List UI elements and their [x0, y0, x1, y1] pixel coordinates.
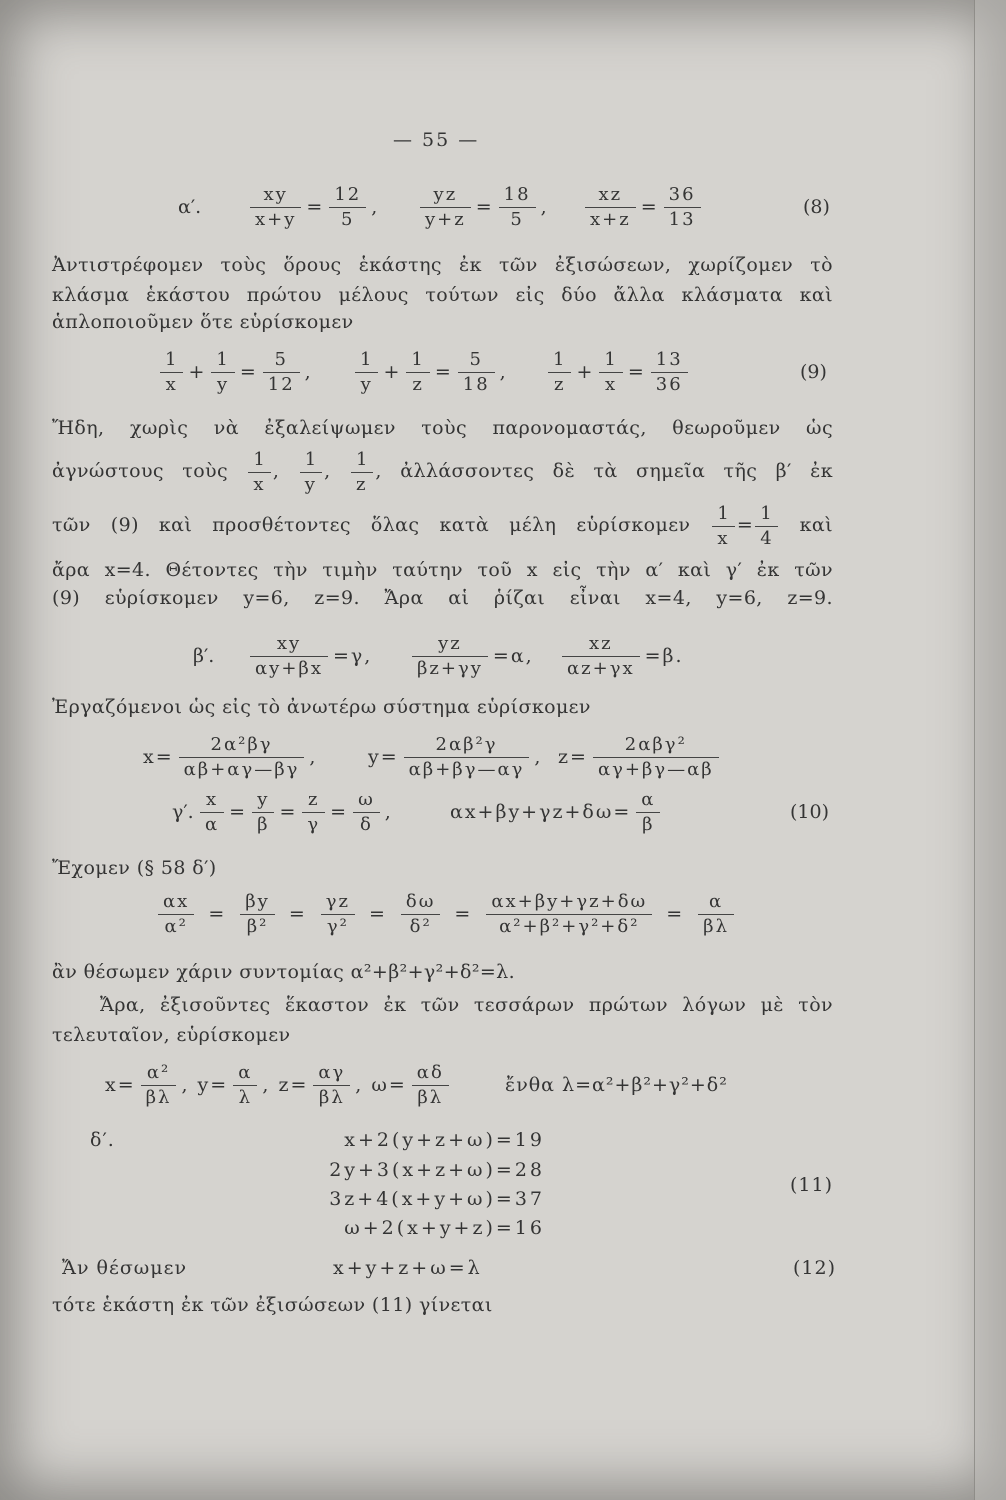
page-number: — 55 — [393, 129, 480, 151]
math-text: , ἀλλάσσοντες δὲ τὰ σημεῖα τῆς β′ ἐκ [375, 460, 833, 482]
fraction-numerator: 1 [406, 349, 429, 373]
fraction-numerator: 5 [263, 349, 300, 373]
fraction [248, 449, 270, 496]
equation-number: (11) [790, 1174, 834, 1196]
fraction-denominator: x [605, 373, 618, 395]
math-operator: = [229, 801, 248, 823]
fraction-denominator: δ [360, 813, 373, 835]
fraction-denominator: 18 [462, 373, 490, 395]
equation-part [105, 1060, 449, 1110]
fraction-numerator: z [302, 789, 325, 813]
fraction-numerator: 36 [664, 184, 701, 208]
math-text: x= [105, 1074, 136, 1096]
fraction [141, 1062, 177, 1109]
fraction [585, 184, 636, 231]
fraction-denominator: αγ+βγ—αβ [597, 758, 714, 780]
fraction-denominator: 5 [510, 208, 524, 230]
fraction [412, 1062, 449, 1109]
system-line: 3z+4(x+y+ω)=37 [329, 1188, 545, 1210]
equation-number: (9) [800, 361, 827, 383]
equation-beta [0, 631, 1006, 681]
fraction [250, 184, 301, 231]
fraction [636, 789, 660, 836]
math-operator: + [188, 361, 207, 383]
system-line: 2y+3(x+z+ω)=28 [329, 1159, 545, 1181]
fraction-numerator: 1 [755, 503, 777, 527]
fraction-denominator: β² [246, 915, 269, 937]
fraction-denominator: α [205, 813, 220, 835]
equation-part [200, 787, 393, 837]
fraction-denominator: 4 [760, 527, 773, 549]
math-operator: + [576, 361, 595, 383]
fraction-numerator: xz [585, 184, 636, 208]
math-operator: , [304, 361, 313, 383]
math-operator: , [384, 801, 393, 823]
fraction-numerator: α [698, 891, 734, 915]
math-operator: , [534, 746, 543, 768]
equation-number: (8) [803, 196, 830, 218]
fraction [329, 184, 366, 231]
math-operator: = [368, 903, 387, 925]
fraction [300, 449, 322, 496]
equation-lead-text: Ἄν θέσωμεν [62, 1257, 188, 1279]
fraction-numerator: 2α²βγ [179, 734, 305, 758]
fraction [233, 1062, 257, 1109]
fraction [313, 1062, 350, 1109]
math-operator: = [434, 361, 453, 383]
fraction [664, 184, 701, 231]
fraction [548, 349, 571, 396]
paragraph-line: Ἄρα, ἐξισοῦντες ἕκαστον ἐκ τῶν τεσσάρων πρώτων λόγων μὲ τὸν [100, 994, 833, 1016]
math-text: , y= [181, 1074, 229, 1096]
fraction-denominator: γ [307, 813, 321, 835]
fraction [240, 891, 275, 938]
fraction [755, 503, 777, 550]
fraction-numerator: xy [250, 633, 328, 657]
fraction-numerator: 5 [458, 349, 495, 373]
equation-part [562, 631, 684, 681]
fraction-denominator: x [717, 527, 729, 549]
fraction-denominator: x+y [255, 208, 297, 230]
equation-part [412, 631, 534, 681]
math-text: =α, [492, 645, 534, 667]
equation-number: (12) [793, 1257, 837, 1279]
fraction-numerator: y [252, 789, 274, 813]
fraction [412, 633, 488, 680]
fraction-numerator: xy [250, 184, 301, 208]
fraction [160, 349, 183, 396]
math-text: x= [143, 746, 174, 768]
equation-number: (10) [790, 801, 830, 823]
fraction-denominator: y [360, 373, 373, 395]
fraction-denominator: αβ+αγ—βγ [183, 758, 300, 780]
system-line: ω+2(x+y+z)=16 [344, 1217, 545, 1239]
fraction-denominator: z [553, 373, 566, 395]
fraction-denominator: α²+β²+γ²+δ² [499, 915, 640, 937]
fraction-numerator: 1 [548, 349, 571, 373]
math-text: , ω= [355, 1074, 407, 1096]
fraction [404, 734, 530, 781]
fraction [179, 734, 305, 781]
fraction-denominator: βλ [145, 1086, 172, 1108]
fraction-denominator: λ [238, 1086, 252, 1108]
math-operator: = [239, 361, 258, 383]
fraction-denominator: αz+γx [567, 657, 635, 679]
equation-label: β′. [193, 645, 215, 667]
fraction-denominator: βλ [703, 915, 729, 937]
math-text: καὶ [779, 514, 834, 536]
math-operator: = [627, 361, 646, 383]
math-operator: = [279, 801, 298, 823]
fraction [355, 349, 378, 396]
paragraph-line: τότε ἑκάστη ἐκ τῶν ἐξισώσεων (11) γίνεται [52, 1294, 493, 1316]
fraction-numerator: γz [321, 891, 355, 915]
fraction [486, 891, 652, 938]
equation-note: ἔνθα λ=α²+β²+γ²+δ² [505, 1074, 728, 1096]
fraction-denominator: x [165, 373, 178, 395]
fraction [499, 184, 536, 231]
fraction [406, 349, 429, 396]
fraction [420, 184, 471, 231]
fraction [158, 891, 194, 938]
fraction-numerator: αδ [412, 1062, 449, 1086]
paragraph-line: Ἐργαζόμενοι ὡς εἰς τὸ ἀνωτέρω σύστημα εὑρίσκομεν [52, 696, 591, 718]
equation-8 [0, 182, 1006, 232]
fraction [211, 349, 234, 396]
math-operator: = [454, 903, 473, 925]
fraction-denominator: βz+γy [417, 657, 483, 679]
math-operator: , [324, 460, 349, 482]
paragraph-line: Ἀντιστρέφομεν τοὺς ὅρους ἑκάστης ἐκ τῶν ἐξισώσεων, χωρίζομεν τὸ [52, 254, 833, 276]
fraction [302, 789, 325, 836]
math-operator: = [640, 196, 659, 218]
equation-part [355, 347, 508, 397]
fraction-numerator: α [233, 1062, 257, 1086]
fraction [562, 633, 640, 680]
fraction-numerator: ω [353, 789, 380, 813]
equation-12: x+y+z+ω=λ [333, 1257, 483, 1279]
fraction-numerator: 13 [651, 349, 688, 373]
fraction [351, 449, 373, 496]
fraction-numerator: yz [420, 184, 471, 208]
fraction [593, 734, 719, 781]
fraction [200, 789, 224, 836]
equation-part [558, 732, 719, 782]
equation-values [0, 1060, 1006, 1110]
fraction-numerator: 2αβγ² [593, 734, 719, 758]
paragraph-line: (9) εὑρίσκομεν y=6, z=9. Ἄρα αἱ ῥίζαι εἶναι x=4, y=6, z=9. [52, 587, 833, 609]
fraction-numerator: 1 [351, 449, 373, 473]
equation-part [250, 182, 379, 232]
fraction [353, 789, 380, 836]
fraction-numerator: 1 [712, 503, 734, 527]
fraction-denominator: 36 [655, 373, 683, 395]
fraction-numerator: 18 [499, 184, 536, 208]
fraction [250, 633, 328, 680]
math-operator: , [272, 460, 298, 482]
fraction-numerator: 1 [160, 349, 183, 373]
paragraph-line: ἂν θέσωμεν χάριν συντομίας α²+β²+γ²+δ²=λ. [52, 961, 516, 983]
fraction-numerator: αx [158, 891, 194, 915]
equation-part [548, 347, 688, 397]
fraction-denominator: β [642, 813, 655, 835]
paragraph-line: Ἤδη, χωρὶς νὰ ἐξαλείψωμεν τοὺς παρονομαστάς, θεωροῦμεν ὡς [52, 417, 833, 439]
fraction-denominator: 5 [341, 208, 355, 230]
fraction-denominator: αβ+βγ—αγ [408, 758, 525, 780]
fraction-numerator: 1 [355, 349, 378, 373]
fraction-denominator: y [217, 373, 230, 395]
fraction-denominator: x [253, 473, 265, 495]
math-operator: , [371, 196, 380, 218]
fraction-denominator: δ² [409, 915, 432, 937]
math-operator: = [330, 801, 349, 823]
fraction-denominator: α² [164, 915, 188, 937]
fraction-numerator: βy [240, 891, 275, 915]
fraction-denominator: x+z [590, 208, 631, 230]
math-operator: , [499, 361, 508, 383]
fraction-denominator: αy+βx [255, 657, 323, 679]
fraction-numerator: αx+βy+γz+δω [486, 891, 652, 915]
math-operator: = [666, 903, 685, 925]
equation-part [160, 347, 313, 397]
math-text: , z= [262, 1074, 309, 1096]
paragraph-line: κλάσμα ἑκάστου πρώτου μέλους τούτων εἰς δύο ἄλλα κλάσματα καὶ [52, 284, 833, 306]
equation-label: α′. [178, 196, 202, 218]
fraction-denominator: β [257, 813, 270, 835]
paragraph-line: τελευταῖον, εὑρίσκομεν [52, 1024, 291, 1046]
fraction [263, 349, 300, 396]
math-operator: , [309, 746, 318, 768]
fraction-numerator: 1 [300, 449, 322, 473]
fraction-denominator: z [355, 473, 367, 495]
paragraph-line: ἄρα x=4. Θέτοντες τὴν τιμὴν ταύτην τοῦ x εἰς τὴν α′ καὶ γ′ ἐκ τῶν [52, 559, 833, 581]
fraction-numerator: 2αβ²γ [404, 734, 530, 758]
paragraph-line: Ἔχομεν (§ 58 δ′) [52, 857, 217, 879]
paragraph-line: ἁπλοποιοῦμεν ὅτε εὑρίσκομεν [52, 311, 354, 333]
equation-part [368, 732, 542, 782]
fraction-denominator: γ² [326, 915, 349, 937]
fraction-numerator: αγ [313, 1062, 350, 1086]
math-text: ἀγνώστους τοὺς [52, 460, 247, 482]
math-operator: = [208, 903, 227, 925]
fraction-denominator: y [304, 473, 316, 495]
equation-part [420, 182, 549, 232]
equation-label: γ′. [172, 801, 194, 823]
fraction-numerator: 1 [248, 449, 270, 473]
math-text: αx+βy+γz+δω= [450, 801, 632, 823]
math-operator: = [736, 514, 754, 536]
fraction-denominator: βλ [417, 1086, 444, 1108]
equation-part [250, 631, 372, 681]
paragraph-line-with-fractions [52, 446, 833, 496]
fraction-numerator: 12 [329, 184, 366, 208]
fraction-numerator: x [200, 789, 224, 813]
equation-part [143, 732, 317, 782]
math-text: =β. [644, 645, 684, 667]
fraction-denominator: 13 [668, 208, 696, 230]
fraction-numerator: α² [141, 1062, 177, 1086]
fraction-numerator: xz [562, 633, 640, 657]
equation-part [585, 182, 701, 232]
math-text: z= [558, 746, 588, 768]
math-text: =γ, [332, 645, 373, 667]
fraction-numerator: 1 [599, 349, 622, 373]
fraction-denominator: βλ [318, 1086, 345, 1108]
paragraph-line-with-fractions [52, 500, 833, 550]
fraction [651, 349, 688, 396]
equation-ratio-chain [0, 889, 1006, 939]
system-line: x+2(y+z+ω)=19 [344, 1129, 545, 1151]
fraction [712, 503, 734, 550]
math-operator: = [306, 196, 325, 218]
fraction [252, 789, 274, 836]
fraction-denominator: z [412, 373, 424, 395]
math-operator: = [475, 196, 494, 218]
equation-part [158, 889, 734, 939]
equation-10 [0, 787, 1006, 837]
fraction [599, 349, 622, 396]
fraction-numerator: δω [401, 891, 441, 915]
fraction-numerator: α [636, 789, 660, 813]
fraction [698, 891, 734, 938]
equation-label: δ′. [90, 1129, 115, 1151]
fraction-numerator: 1 [211, 349, 234, 373]
equation-9 [0, 347, 1006, 397]
math-text: τῶν (9) καὶ προσθέτοντες ὅλας κατὰ μέλη εὑρίσκομεν [52, 514, 711, 536]
equation-part [450, 787, 660, 837]
math-text: y= [368, 746, 399, 768]
math-operator: , [540, 196, 549, 218]
equation-solutions [0, 732, 1006, 782]
fraction [458, 349, 495, 396]
fraction-denominator: y+z [425, 208, 466, 230]
math-operator: = [288, 903, 307, 925]
fraction [401, 891, 441, 938]
math-operator: + [383, 361, 402, 383]
fraction-numerator: yz [412, 633, 488, 657]
fraction-denominator: 12 [267, 373, 295, 395]
fraction [321, 891, 355, 938]
